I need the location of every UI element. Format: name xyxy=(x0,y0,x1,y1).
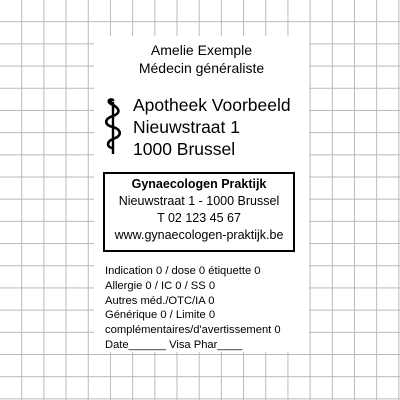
practice-phone: T 02 123 45 67 xyxy=(157,211,241,225)
check-date-visa: Date______ Visa Phar____ xyxy=(105,338,243,351)
check-indication: Indication 0 / dose 0 étiquette 0 xyxy=(105,265,261,277)
check-generic: Générique 0 / Limite 0 xyxy=(105,309,216,322)
rod-of-asclepius-icon xyxy=(100,96,126,156)
practice-name: Gynaecologen Praktijk xyxy=(131,177,267,191)
practice-box xyxy=(103,172,295,252)
pharmacy-label xyxy=(94,36,309,352)
practice-website: www.gynaecologen-praktijk.be xyxy=(114,228,284,242)
check-fields xyxy=(105,264,281,353)
prescriber-block xyxy=(94,41,309,77)
check-complementary: complémentaires/d'avertissement 0 xyxy=(105,324,281,337)
check-allergy: Allergie 0 / IC 0 / SS 0 xyxy=(105,279,216,292)
pharmacy-street: Nieuwstraat 1 xyxy=(133,117,240,137)
check-other-meds: Autres méd./OTC/IA 0 xyxy=(105,294,215,307)
practice-address: Nieuwstraat 1 - 1000 Brussel xyxy=(118,194,280,208)
prescriber-name: Amelie Exemple xyxy=(150,42,253,58)
prescriber-specialty: Médecin généraliste xyxy=(138,60,265,76)
pharmacy-name: Apotheek Voorbeeld xyxy=(133,95,291,115)
pharmacy-city: 1000 Brussel xyxy=(133,139,236,159)
pharmacy-block xyxy=(100,94,305,160)
